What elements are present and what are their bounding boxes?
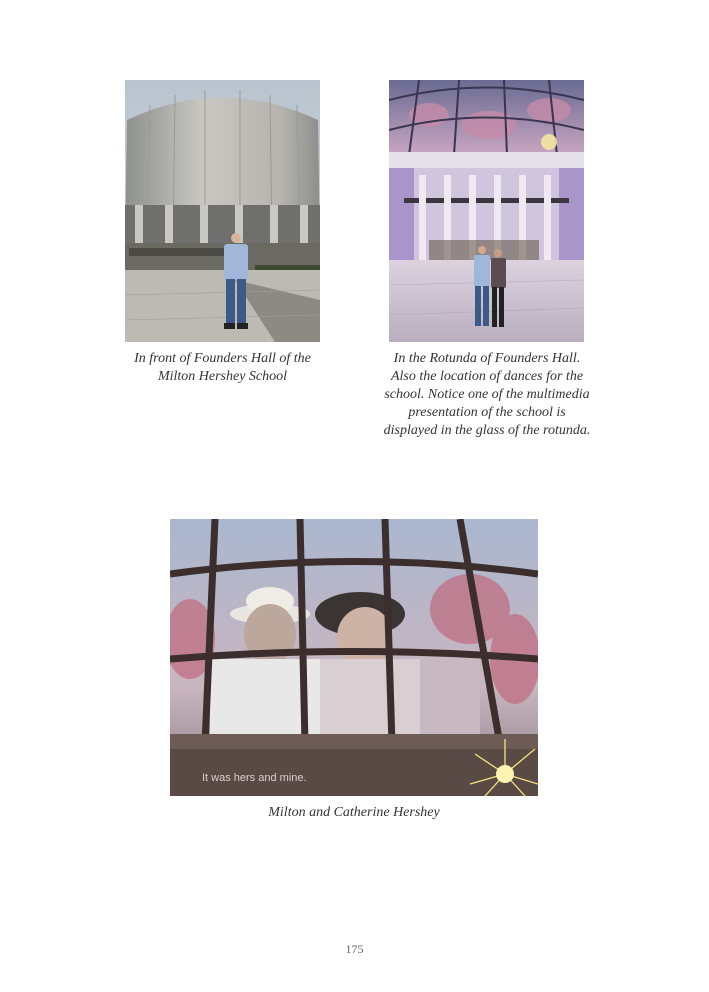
rotunda-photo [389, 80, 584, 342]
caption-founders-hall: In front of Founders Hall of the Milton Hershey School [134, 351, 311, 384]
hershey-projection-photo [170, 519, 538, 796]
caption-rotunda: In the Rotunda of Founders Hall. Also the location of dances for the school. Notice one of the multimedia presentation of the school is displayed in the glass of the rotunda. [383, 351, 591, 438]
projection-overlay-text: It was hers and mine. [202, 772, 307, 784]
founders-hall-photo [125, 80, 320, 342]
caption-hershey: Milton and Catherine Hershey [268, 805, 440, 820]
page-number: 175 [345, 942, 364, 956]
